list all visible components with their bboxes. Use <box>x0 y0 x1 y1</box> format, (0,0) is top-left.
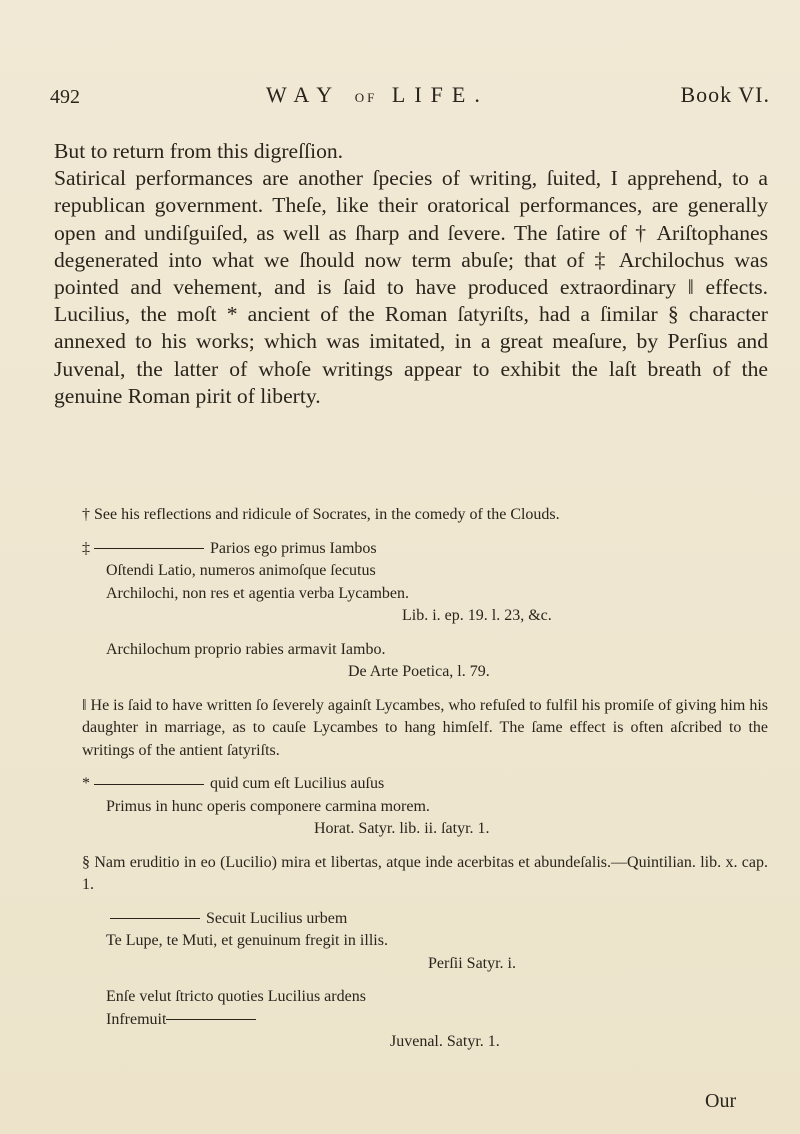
citation: Horat. Satyr. lib. ii. ſatyr. 1. <box>314 820 490 837</box>
citation: Lib. i. ep. 19. l. 23, &c. <box>402 607 552 624</box>
citation: Juvenal. Satyr. 1. <box>390 1033 500 1050</box>
verse-line: Enſe velut ſtricto quoties Lucilius ardens <box>106 988 366 1005</box>
footnotes <box>54 504 768 1054</box>
footnote-parallel: ‖ He is ſaid to have written ſo ſeverely againſt Lycambes, who refuſed to fulfil his promiſe of giving him his daughter in marriage, as to cauſe Lycambes to hang himſelf. The ſame effect is often aſcribed to the writings of the antient ſatyriſts. <box>82 696 768 759</box>
footnote-asterisk-verse: * quid cum eſt Lucilius auſus <box>82 775 385 792</box>
verse-line: Infremuit <box>54 1009 768 1032</box>
footnote-section: § Nam eruditio in eo (Lucilio) mira et libertas, atque inde acerbitas et abundeſalis.—Quintilian. lib. x. cap. 1. <box>82 853 768 893</box>
catchword: Our <box>705 1090 737 1112</box>
verse-line: Primus in hunc operis componere carmina morem. <box>106 797 430 815</box>
verse-line: Secuit Lucilius urbem <box>54 908 768 931</box>
running-title: WAY OF LIFE. <box>266 82 489 107</box>
verse-line: Archilochum proprio rabies armavit Iambo. <box>106 640 386 658</box>
book-label: Book VI. <box>680 82 770 107</box>
body-paragraph: Satirical performances are another ſpecies of writing, ſuited, I apprehend, to a republican government. Theſe, like their oratorical performances, are generally open and undiſguiſed, as well as ſharp and ſevere. The ſatire of † Ariſtophanes degenerated into what we ſhould now term abuſe; that of ‡ Archilochus was pointed and vehement, and is ſaid to have produced extraordinary ‖ effects. Lucilius, the moſt * ancient of the Roman ſatyriſts, had a ſimilar § character annexed to his works; which was imitated, in a great meaſure, by Perſius and Juvenal, the latter of whoſe writings appear to exhibit the laſt breath of the genuine Roman pirit of liberty. <box>54 166 768 408</box>
footnote-double-dagger-verse: ‡ Parios ego primus Iambos <box>82 539 377 557</box>
citation: De Arte Poetica, l. 79. <box>348 663 490 680</box>
page-number: 492 <box>50 86 80 108</box>
running-header <box>50 82 770 112</box>
citation: Perſii Satyr. i. <box>428 954 516 972</box>
main-text <box>54 138 768 410</box>
footnote-dagger: † See his reflections and ridicule of Socrates, in the comedy of the Clouds. <box>82 506 560 523</box>
verse-line: Oſtendi Latio, numeros animoſque ſecutus <box>106 562 376 579</box>
verse-line: Te Lupe, te Muti, et genuinum fregit in illis. <box>106 932 388 949</box>
opening-line: But to return from this digreſſion. <box>54 139 344 163</box>
verse-line: Archilochi, non res et agentia verba Lycamben. <box>106 584 409 602</box>
